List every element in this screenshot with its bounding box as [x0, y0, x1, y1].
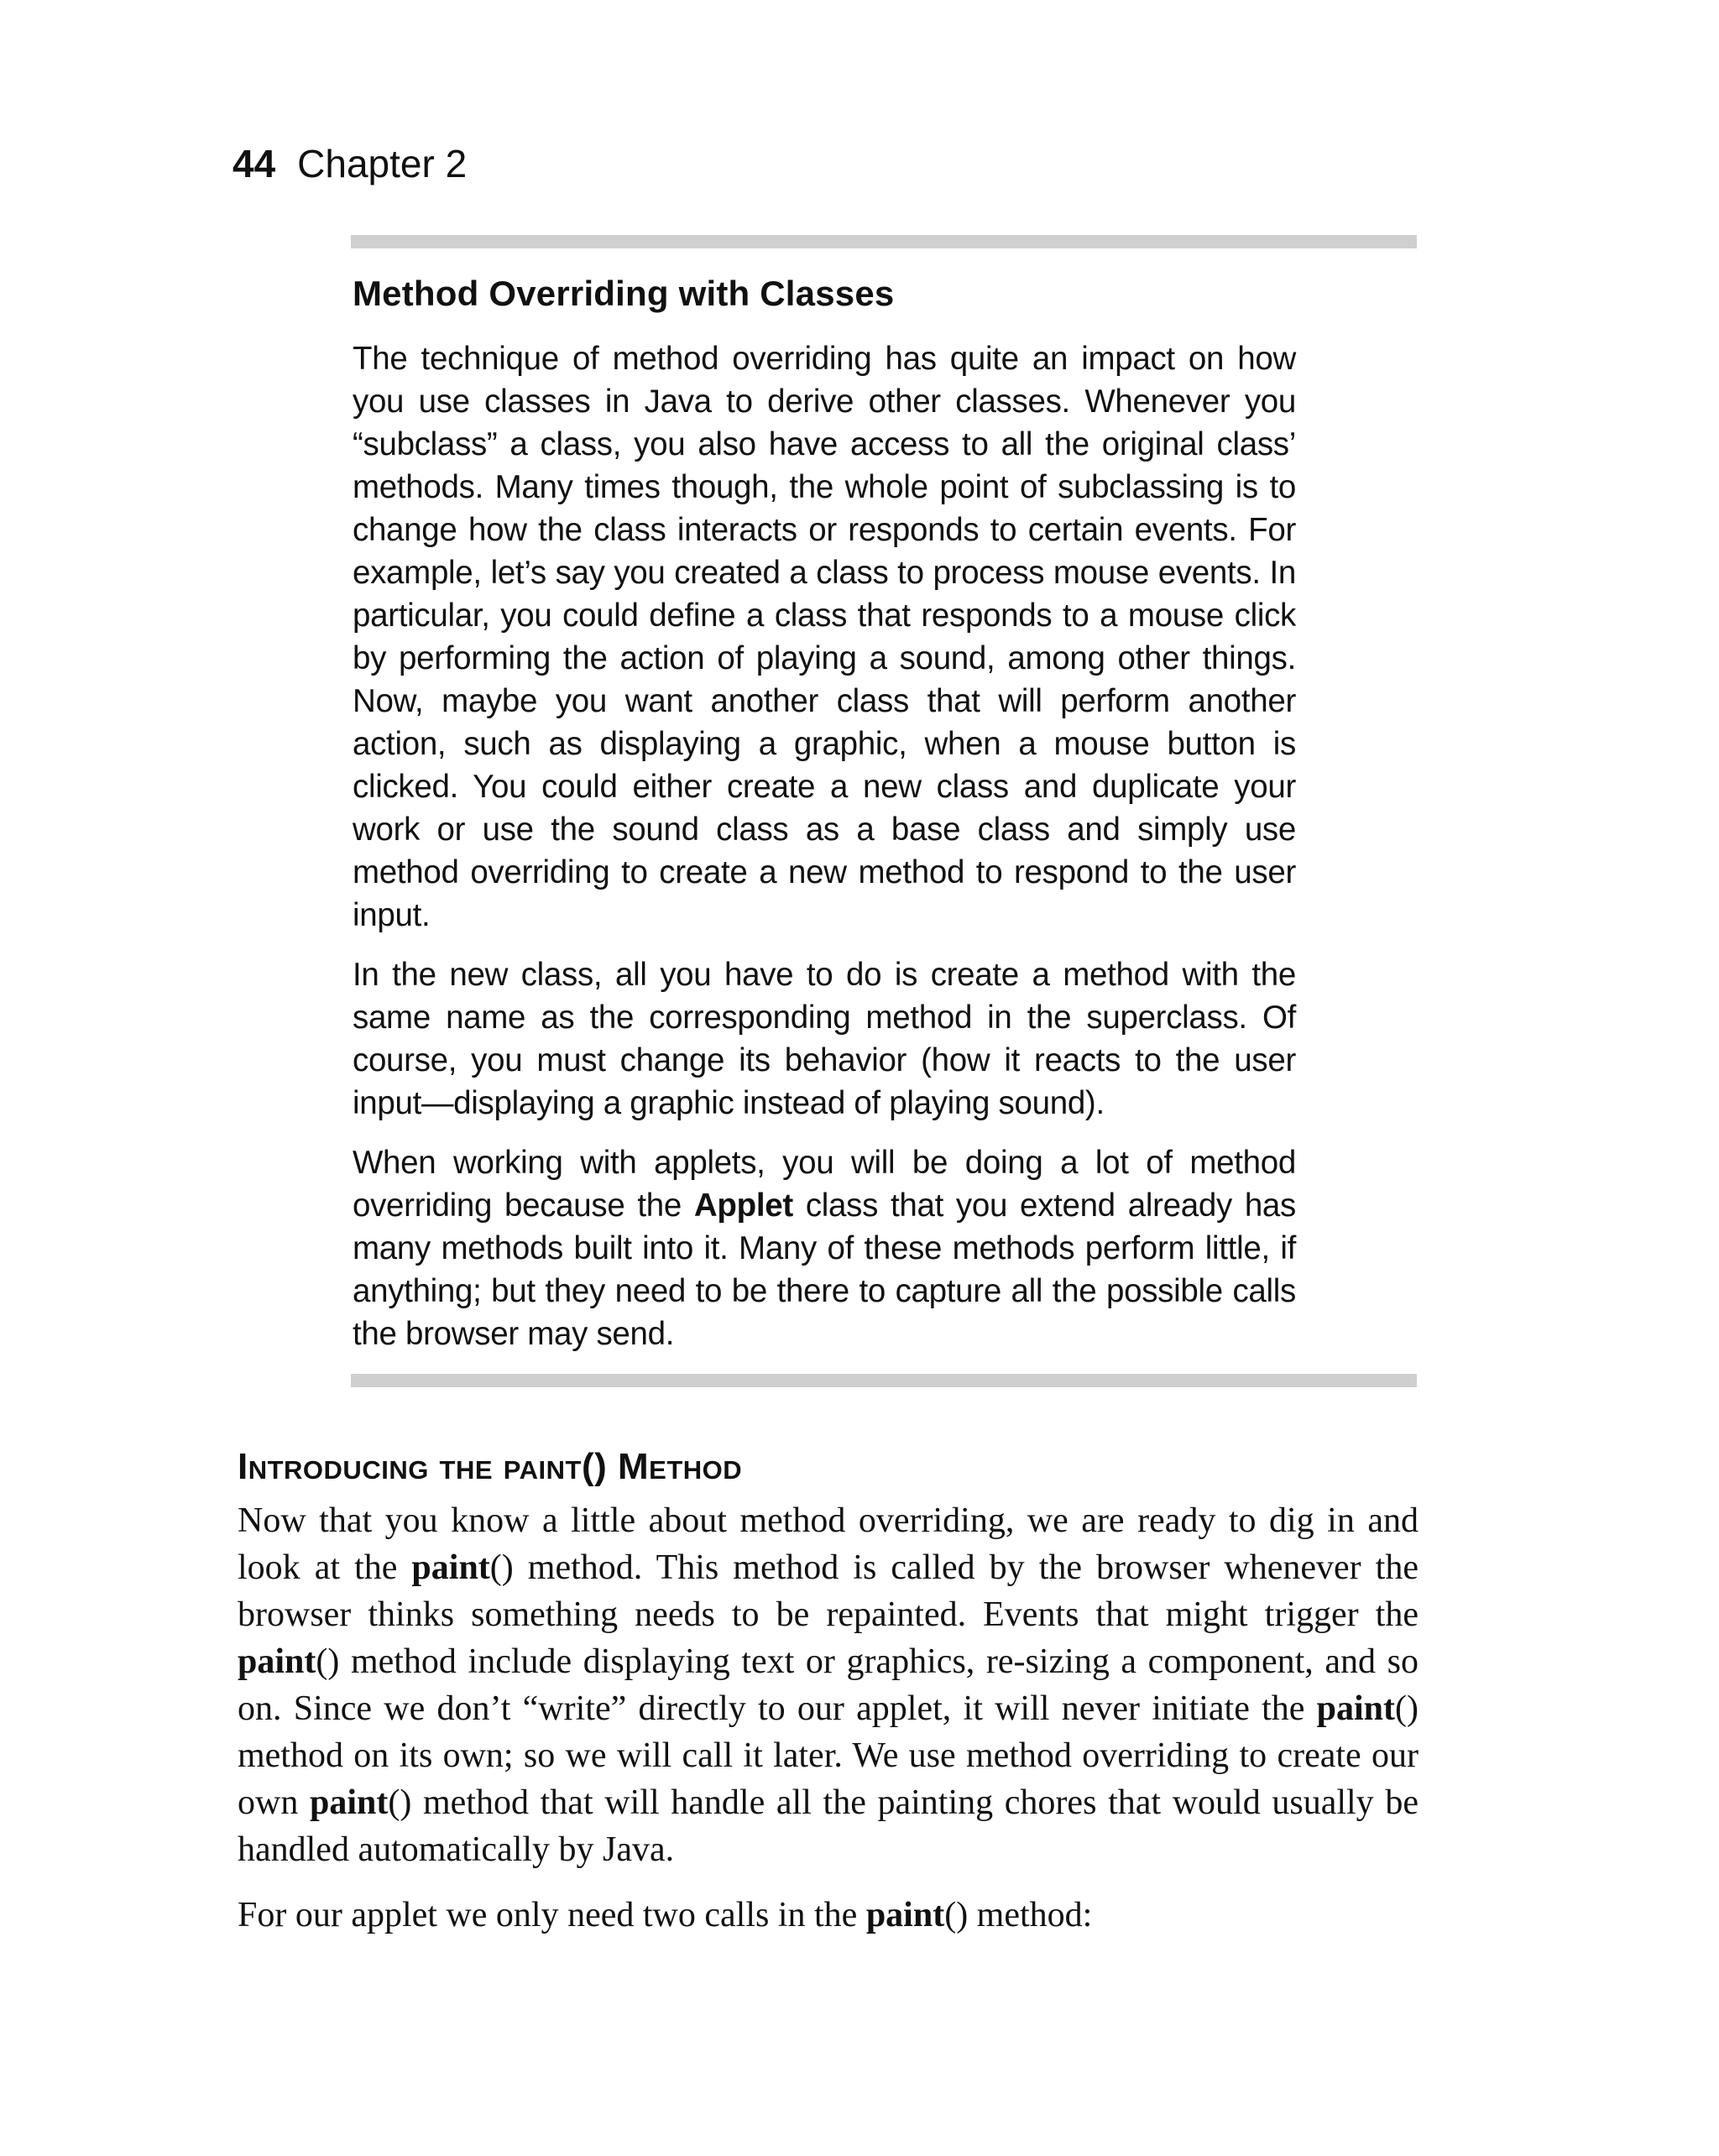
code-keyword: paint	[1316, 1689, 1396, 1728]
chapter-label: Chapter 2	[297, 142, 468, 185]
body-paragraph	[238, 1497, 1419, 1873]
code-keyword: paint	[238, 1642, 316, 1681]
sidebar-paragraph: In the new class, all you have to do is create a method with the same name as the corresponding method in the superclass. Of course, you must change its behavior (how it reacts to the user input—displaying a graphic instead of playing sound).	[353, 957, 1296, 1121]
sidebar-title: Method Overriding with Classes	[353, 274, 895, 313]
text-run: () method:	[944, 1896, 1093, 1934]
text-run: Now that you know a little about method overriding, we are ready to dig in and look at the	[238, 1501, 1419, 1587]
sidebar-box	[351, 235, 1417, 1387]
text-run: () method. This method is called by the browser whenever the browser thinks something needs to be repainted. Events that might trigger the	[238, 1548, 1419, 1634]
code-keyword: paint	[865, 1896, 945, 1934]
text-run: For our applet we only need two calls in the	[238, 1896, 866, 1934]
text-run: () method include displaying text or graphics, re-sizing a component, and so on. Since we don’t “write” directly to our applet, it will never initiate the	[238, 1642, 1419, 1728]
running-head	[233, 141, 467, 200]
code-keyword: paint	[411, 1548, 490, 1587]
sidebar-paragraph	[353, 1141, 1296, 1355]
sidebar-paragraph: The technique of method overriding has quite an impact on how you use classes in Java to derive other classes. Whenever you “subclass” a class, you also have access to all the original class’ methods. Many times though, the whole point of subclassing is to change how the class interacts or responds to certain events. For example, let’s say you created a class to process mouse events. In particular, you could define a class that responds to a mouse click by performing the action of playing a sound, among other things. Now, maybe you want another class that will perform another action, such as displaying a graphic, when a mouse button is clicked. You could either create a new class and duplicate your work or use the sound class as a base class and simply use method overriding to create a new method to respond to the user input.	[353, 341, 1296, 933]
code-keyword: paint	[310, 1783, 389, 1822]
text-run: () method on its own; so we will call it later. We use method overriding to create our own	[238, 1689, 1419, 1822]
text-run: When working with applets, you will be doing a lot of method overriding because the	[353, 1145, 1296, 1224]
section-body	[238, 1497, 1419, 1939]
sidebar-body	[353, 337, 1296, 1355]
section-heading: Introducing the paint() Method	[238, 1446, 743, 1487]
body-paragraph	[238, 1892, 1419, 1939]
text-run: () method that will handle all the painting chores that would usually be handled automatically by Java.	[238, 1783, 1419, 1869]
text-run: class that you extend already has many methods built into it. Many of these methods perform little, if anything; but they need to be there to capture all the possible calls the browser may send.	[353, 1188, 1296, 1352]
sidebar-top-rule	[351, 235, 1417, 248]
section-paint-method	[238, 1443, 1419, 1957]
sidebar-bottom-rule	[351, 1374, 1417, 1387]
applet-keyword: Applet	[693, 1188, 793, 1224]
page-number: 44	[233, 142, 276, 185]
